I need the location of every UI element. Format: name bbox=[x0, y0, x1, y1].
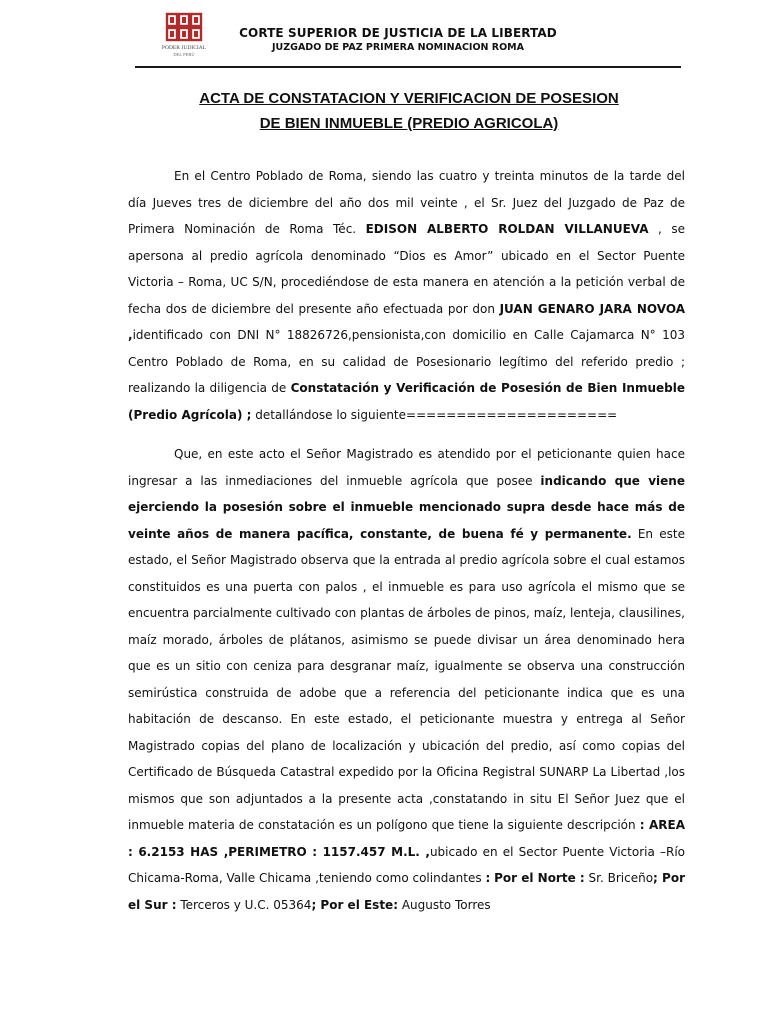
bold-text-run: indicando que viene ejerciendo la posesión sobre el inmueble mencionado supra desde hace más de veinte años de manera pacífica, constante, de buena fé y permanente. bbox=[128, 473, 685, 541]
court-subtitle: JUZGADO DE PAZ PRIMERA NOMINACION ROMA bbox=[272, 42, 524, 53]
text-run: En este estado, el Señor Magistrado observa que la entrada al predio agrícola sobre el cual estamos constituidos es una puerta con palos , el inmueble es para uso agrícola el mismo que se encuentra parcialmente cultivado con plantas de árboles de pinos, maíz, lenteja, clausilines, maíz morado, árboles de plátanos, asimismo se puede divisar un área denominado hera que es un sitio con ceniza para desgranar maíz, igualmente se observa una construcción semirústica construida de adobe que a referencia del peticionante indica que es una habitación de descanso. En este estado, el peticionante muestra y entrega al Señor Magistrado copias del plano de localización y ubicación del predio, así como copias del Certificado de Búsqueda Catastral expedido por la Oficina Registral SUNARP La Libertad ,los mismos que son adjuntados a la presente acta ,constatando in situ El Señor Juez que el inmueble materia de constatación es un polígono que tiene la siguiente descripción bbox=[128, 526, 685, 832]
bold-text-run: JUAN GENARO JARA NOVOA , bbox=[128, 301, 685, 342]
bold-text-run: : bbox=[485, 871, 491, 885]
text-run: , se apersona al predio agrícola denominado “Dios es Amor” ubicado en el Sector Puente Victoria – Roma, UC S/N, procediéndose de esta manera en atención a la petición verbal de fecha dos de diciembre del presente año efectuada por don bbox=[128, 222, 685, 316]
paragraph-text bbox=[128, 163, 685, 428]
bold-text-run: Por el Norte : bbox=[494, 871, 585, 885]
text-run: Terceros y U.C. 05364 bbox=[176, 897, 312, 912]
text-run: Sr. Briceño bbox=[584, 871, 654, 885]
logo-text-line2: DEL PERÚ bbox=[173, 52, 195, 57]
document-title-line2: DE BIEN INMUEBLE (PREDIO AGRICOLA) bbox=[259, 115, 559, 132]
bold-text-run: : AREA : 6.2153 HAS ,PERIMETRO : 1157.457 M.L. , bbox=[128, 818, 685, 859]
text-run: identificado con DNI N° 18826726,pensionista,con domicilio en Calle Cajamarca N° 103 Centro Poblado de Roma, en su calidad de Posesionario legítimo del referido predio ; realizando la diligencia de bbox=[128, 328, 685, 395]
bold-text-run: Constatación y Verificación de Posesión de Bien Inmueble (Predio Agrícola) ; bbox=[128, 381, 686, 422]
text-run: ubicado en el Sector Puente Victoria –Río Chicama-Roma, Valle Chicama ,teniendo como colindantes bbox=[128, 844, 685, 885]
court-name: CORTE SUPERIOR DE JUSTICIA DE LA LIBERTAD bbox=[239, 26, 557, 40]
text-run: Que, en este acto el Señor Magistrado es atendido por el peticionante quien hace ingresar a las inmediaciones del inmueble agrícola que posee bbox=[128, 447, 685, 488]
bold-text-run: ; Por el Sur : bbox=[128, 871, 685, 912]
body-paragraph-2 bbox=[128, 441, 685, 918]
paragraph-text bbox=[128, 441, 685, 918]
bold-text-run: EDISON ALBERTO ROLDAN VILLANUEVA bbox=[365, 222, 649, 236]
bold-text-run: ; Por el Este: bbox=[311, 897, 398, 912]
text-run: detallándose lo siguiente===================== bbox=[251, 407, 618, 422]
logo-text-line1: PODER JUDICIAL bbox=[161, 45, 207, 51]
text-run: En el Centro Poblado de Roma, siendo las cuatro y treinta minutos de la tarde del día Jueves tres de diciembre del año dos mil veinte , el Sr. Juez del Juzgado de Paz de Primera Nominación de Roma Téc. bbox=[128, 169, 685, 236]
header-divider bbox=[135, 66, 681, 68]
body-paragraph-1 bbox=[128, 163, 685, 428]
document-title-line1: ACTA DE CONSTATACION Y VERIFICACION DE POSESION bbox=[199, 90, 619, 107]
text-run: Augusto Torres bbox=[398, 897, 491, 912]
